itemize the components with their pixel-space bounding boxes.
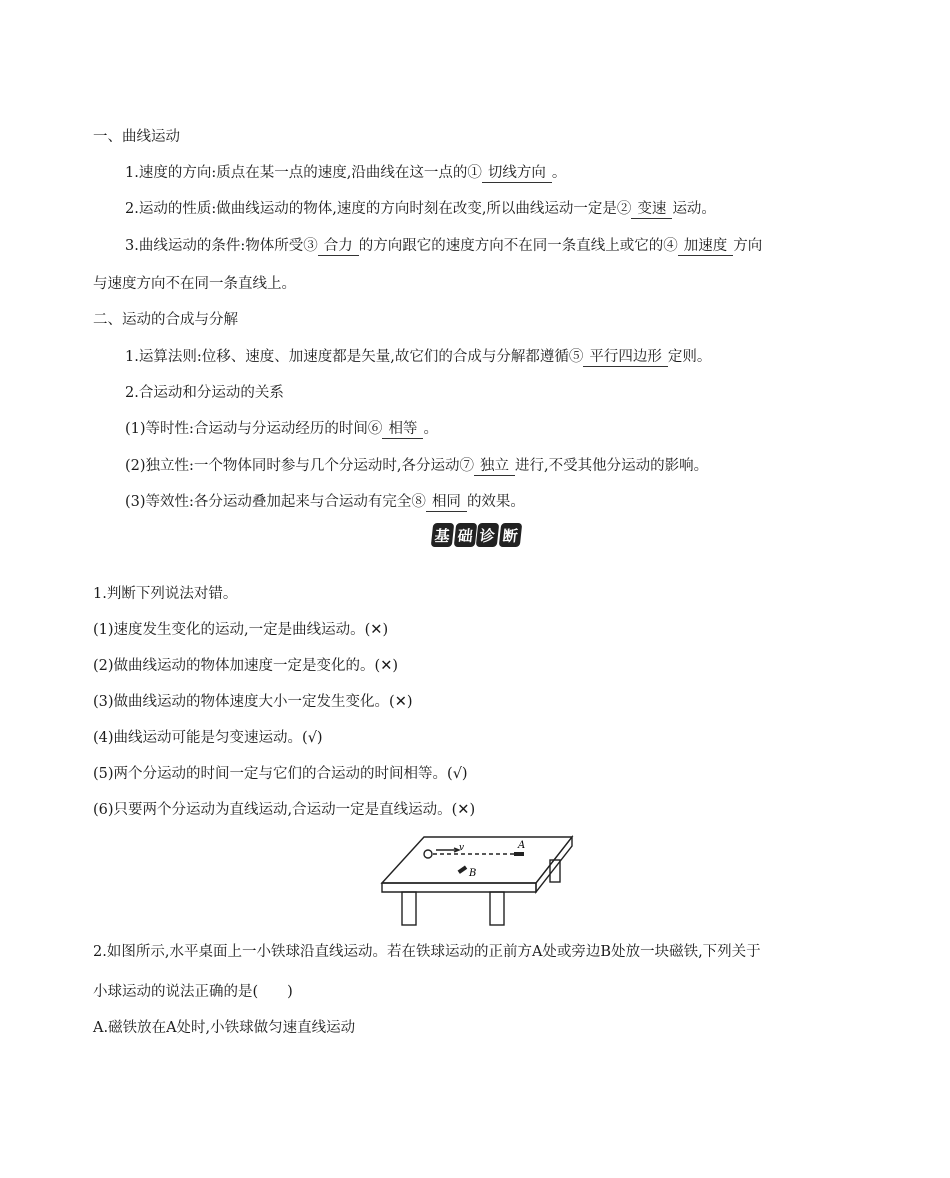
answer-blank-7: 独立 xyxy=(474,457,515,476)
table-figure xyxy=(378,832,576,928)
text: 。 xyxy=(423,421,438,437)
question-2-stem-line-1: 2.如图所示,水平桌面上一小铁球沿直线运动。若在铁球运动的正前方A处或旁边B处放一块磁铁,下列关于 xyxy=(93,944,761,960)
text: 运动。 xyxy=(672,201,716,217)
option-a: A.磁铁放在A处时,小铁球做匀速直线运动 xyxy=(93,1020,356,1036)
answer-blank-3: 合力 xyxy=(318,237,359,256)
question-1-stem: 1.判断下列说法对错。 xyxy=(93,586,238,602)
table-top xyxy=(382,837,572,883)
iron-ball xyxy=(424,850,432,858)
label-a: A xyxy=(518,840,526,851)
text: 的效果。 xyxy=(466,494,525,510)
paragraph-continuation: 与速度方向不在同一条直线上。 xyxy=(93,276,296,292)
answer-blank-2: 变速 xyxy=(631,200,672,219)
table-leg xyxy=(490,892,504,925)
section-title-curved-motion: 一、曲线运动 xyxy=(93,129,180,145)
section-title-composition: 二、运动的合成与分解 xyxy=(93,312,238,328)
question-2-stem-line-2: 小球运动的说法正确的是( ) xyxy=(93,984,293,1000)
badge-char: 断 xyxy=(498,523,521,547)
text: (1)等时性:合运动与分运动经历的时间⑥ xyxy=(125,421,383,437)
text: 1.速度的方向:质点在某一点的速度,沿曲线在这一点的① xyxy=(125,165,482,181)
answer-blank-4: 加速度 xyxy=(678,237,734,256)
judgement-item-5: (5)两个分运动的时间一定与它们的合运动的时间相等。(√) xyxy=(93,766,468,782)
judgement-item-3: (3)做曲线运动的物体速度大小一定发生变化。(✕) xyxy=(93,694,413,710)
text: 的方向跟它的速度方向不在同一条直线上或它的④ xyxy=(358,238,678,254)
magnet-a xyxy=(514,852,524,856)
text: 3.曲线运动的条件:物体所受③ xyxy=(125,238,318,254)
paragraph-isochronism xyxy=(125,419,438,439)
table-leg xyxy=(402,892,416,925)
paragraph-velocity-direction xyxy=(125,163,566,183)
answer-blank-5: 平行四边形 xyxy=(583,348,668,367)
text: 进行,不受其他分运动的影响。 xyxy=(515,458,709,474)
text: (3)等效性:各分运动叠加起来与合运动有完全⑧ xyxy=(125,494,426,510)
paragraph-equivalence xyxy=(125,492,525,512)
judgement-item-6: (6)只要两个分运动为直线运动,合运动一定是直线运动。(✕) xyxy=(93,802,476,818)
judgement-item-4: (4)曲线运动可能是匀变速运动。(√) xyxy=(93,730,323,746)
badge-char: 基 xyxy=(431,523,454,547)
answer-blank-8: 相同 xyxy=(426,493,467,512)
basic-diagnosis-badge xyxy=(432,523,520,547)
table-side xyxy=(536,837,572,892)
table-edge xyxy=(382,883,536,892)
text: 定则。 xyxy=(667,349,712,365)
label-v: v xyxy=(459,843,465,853)
badge-char: 诊 xyxy=(476,523,499,547)
text: 方向 xyxy=(733,238,763,254)
paragraph-curved-motion-condition xyxy=(125,236,762,256)
label-b: B xyxy=(469,868,477,879)
paragraph-operation-rule xyxy=(125,347,711,367)
paragraph-motion-nature xyxy=(125,199,716,219)
judgement-item-2: (2)做曲线运动的物体加速度一定是变化的。(✕) xyxy=(93,658,399,674)
answer-blank-1: 切线方向 xyxy=(482,164,552,183)
text: 1.运算法则:位移、速度、加速度都是矢量,故它们的合成与分解都遵循⑤ xyxy=(125,349,584,365)
text: (2)独立性:一个物体同时参与几个分运动时,各分运动⑦ xyxy=(125,458,475,474)
paragraph-independence xyxy=(125,456,708,476)
text: 。 xyxy=(551,165,567,181)
judgement-item-1: (1)速度发生变化的运动,一定是曲线运动。(✕) xyxy=(93,622,389,638)
paragraph-relation-heading: 2.合运动和分运动的关系 xyxy=(125,385,284,401)
magnet-b xyxy=(458,865,468,873)
text: 2.运动的性质:做曲线运动的物体,速度的方向时刻在改变,所以曲线运动一定是② xyxy=(125,201,632,217)
badge-char: 础 xyxy=(453,523,476,547)
answer-blank-6: 相等 xyxy=(382,420,423,439)
